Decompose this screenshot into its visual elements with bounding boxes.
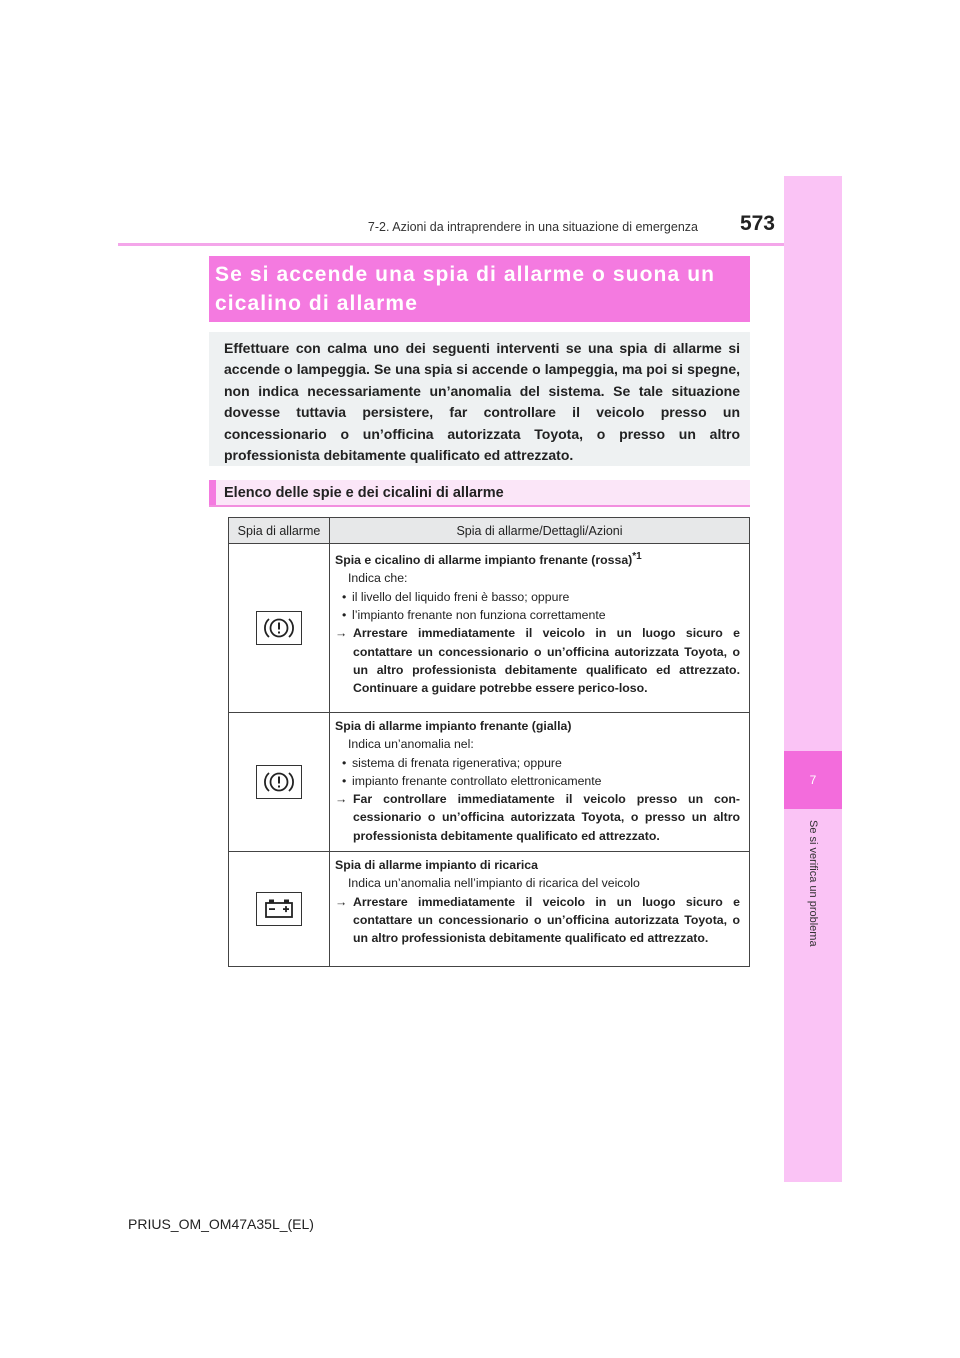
row-bullet: • l’impianto frenante non funziona correttamente (335, 606, 740, 624)
section-title-line2: cicalino di allarme (215, 292, 418, 315)
header-warning-light: Spia di allarme (229, 518, 330, 544)
warning-lights-table (228, 517, 750, 967)
details-cell (330, 544, 750, 713)
chapter-label: Se si verifica un problema (807, 820, 819, 947)
table-row (229, 544, 750, 713)
header-details: Spia di allarme/Dettagli/Azioni (330, 518, 750, 544)
details-cell (330, 713, 750, 852)
row-title: Spia di allarme impianto di ricarica (335, 858, 538, 873)
page-number: 573 (739, 212, 775, 235)
subsection-title: Elenco delle spie e dei cicalini di allarme (224, 485, 504, 501)
row-lead: Indica che: (348, 571, 408, 586)
details-cell (330, 852, 750, 967)
icon-cell (229, 852, 330, 967)
table-row (229, 713, 750, 852)
row-lead: Indica un’anomalia nel: (348, 737, 474, 752)
chapter-title: 7-2. Azioni da intraprendere in una situazione di emergenza (367, 220, 698, 234)
section-heading (209, 256, 750, 322)
row-title: Spia di allarme impianto frenante (gialla) (335, 719, 572, 733)
row-bullet: • impianto frenante controllato elettronicamente (335, 772, 740, 790)
row-title: Spia e cicalino di allarme impianto frenante (rossa)$^{*1}$ (335, 551, 642, 568)
chapter-number: 7 (784, 751, 842, 809)
row-action: → Arrestare immediatamente il veicolo in un luogo sicuro e contattare un concessionario o un’officina autorizzata Toyota, o un altro professionista debitamente qualificato ed attrezzato. Continuare a guidare potrebbe essere perico-loso. (335, 624, 740, 697)
chapter-label-vertical (784, 820, 842, 980)
row-bullet: • il livello del liquido freni è basso; oppure (335, 588, 740, 606)
brake-warning-icon (256, 611, 302, 645)
row-bullet: • sistema di frenata rigenerativa; oppure (335, 754, 740, 772)
section-title-line1: Se si accende una spia di allarme o suona un (215, 263, 716, 286)
battery-charge-icon (256, 892, 302, 926)
document-code: PRIUS_OM_OM47A35L_(EL) (128, 1216, 314, 1232)
subsection-heading (209, 480, 750, 507)
table-header-row (229, 518, 750, 544)
intro-box (209, 332, 750, 466)
intro-text: Effettuare con calma uno dei seguenti interventi se una spia di allarme si accende o lampeggia. Se una spia si accende o lampeggia, ma poi si spegne, non indica necessariamente un’anomalia del sistema. Se tale situazione dovesse tuttavia persistere, far controllare il veicolo presso un concessionario o un’officina autorizzata Toyota, o presso un altro professionista debitamente qualificato ed attrezzato. (224, 340, 740, 464)
row-lead: Indica un’anomalia nell’impianto di ricarica del veicolo (348, 876, 640, 891)
row-action: → Arrestare immediatamente il veicolo in un luogo sicuro e contattare un concessionario o un’officina autorizzata Toyota, o un altro professionista debitamente qualificato ed attrezzato. (335, 893, 740, 948)
side-chapter-tab (784, 176, 842, 1182)
icon-cell (229, 713, 330, 852)
icon-cell (229, 544, 330, 713)
header-divider (118, 243, 784, 246)
brake-warning-icon (256, 765, 302, 799)
table-row (229, 852, 750, 967)
row-action: → Far controllare immediatamente il veicolo presso un con-cessionario o un’officina autorizzata Toyota, o presso un altro professionista debitamente qualificato ed attrezzato. (335, 790, 740, 845)
